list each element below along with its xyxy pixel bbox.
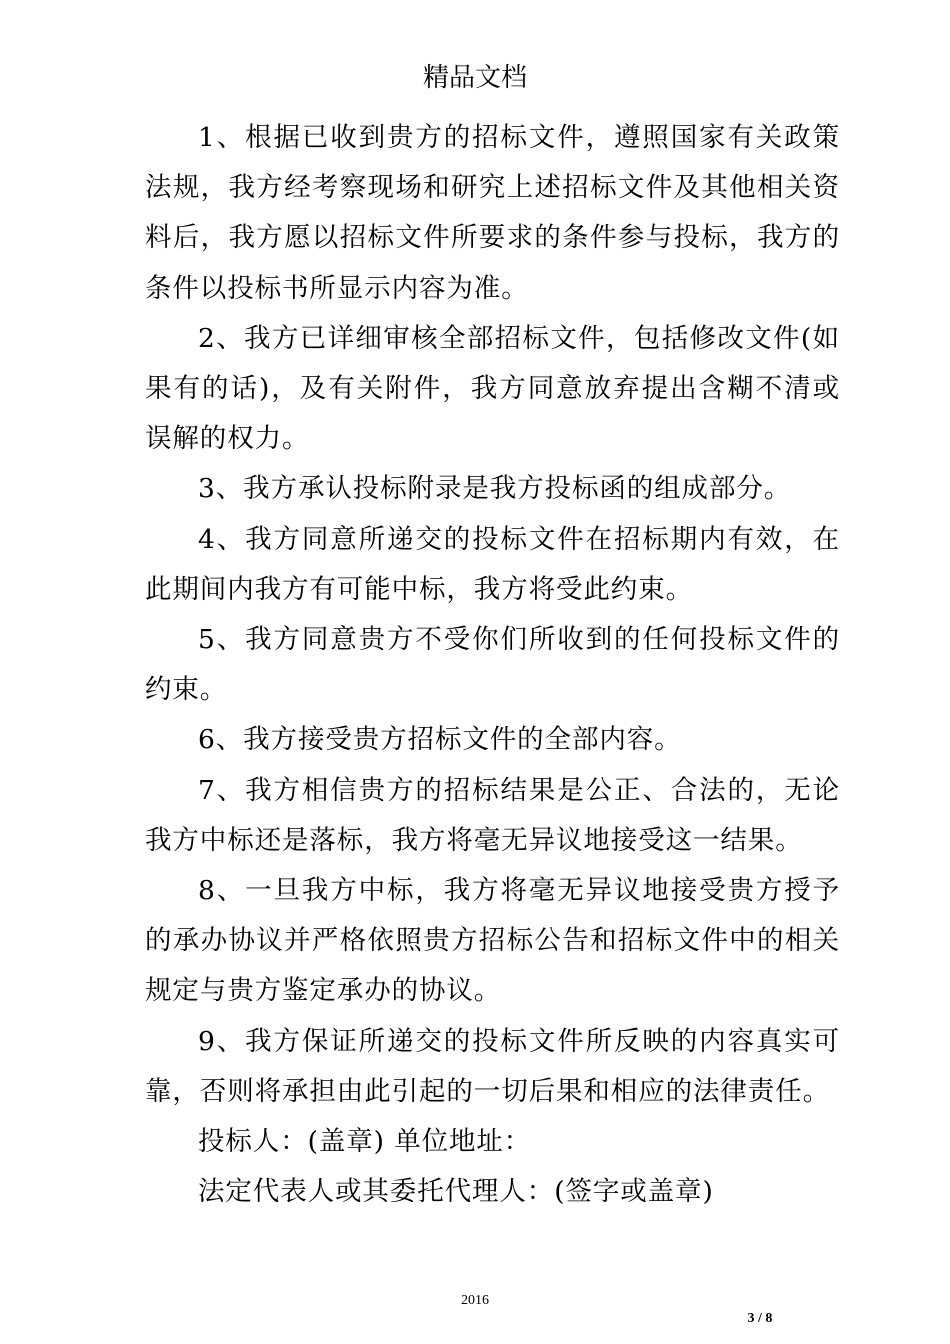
- representative-signature-line: 法定代表人或其委托代理人：(签字或盖章): [198, 1176, 714, 1208]
- bidder-signature-line: 投标人：(盖章) 单位地址：: [198, 1126, 532, 1158]
- paragraph-2: 2、我方已详细审核全部招标文件，包括修改文件(如果有的话)，及有关附件，我方同意放弃提出含糊不清或误解的权力。: [145, 322, 840, 455]
- paragraph-5: 5、我方同意贵方不受你们所收到的任何投标文件的约束。: [145, 624, 840, 706]
- page-number: 3 / 8: [747, 1311, 773, 1326]
- paragraph-3: 3、我方承认投标附录是我方投标函的组成部分。: [198, 473, 792, 505]
- paragraph-7: 7、我方相信贵方的招标结果是公正、合法的，无论我方中标还是落标，我方将毫无异议地接受这一结果。: [145, 774, 840, 856]
- paragraph-9: 9、我方保证所递交的投标文件所反映的内容真实可靠，否则将承担由此引起的一切后果和相应的法律责任。: [145, 1025, 840, 1107]
- paragraph-1: 1、根据已收到贵方的招标文件，遵照国家有关政策法规，我方经考察现场和研究上述招标文件及其他相关资料后，我方愿以招标文件所要求的条件参与投标，我方的条件以投标书所显示内容为准。: [145, 122, 840, 304]
- page-header-title: 精品文档: [422, 63, 527, 93]
- document-body: [145, 113, 840, 1217]
- paragraph-4: 4、我方同意所递交的投标文件在招标期内有效，在此期间内我方有可能中标，我方将受此约束。: [145, 523, 840, 605]
- paragraph-6: 6、我方接受贵方招标文件的全部内容。: [198, 724, 682, 756]
- footer-year: 2016: [461, 1293, 489, 1308]
- paragraph-8: 8、一旦我方中标，我方将毫无异议地接受贵方授予的承办协议并严格依照贵方招标公告和招标文件中的相关规定与贵方鉴定承办的协议。: [145, 875, 840, 1007]
